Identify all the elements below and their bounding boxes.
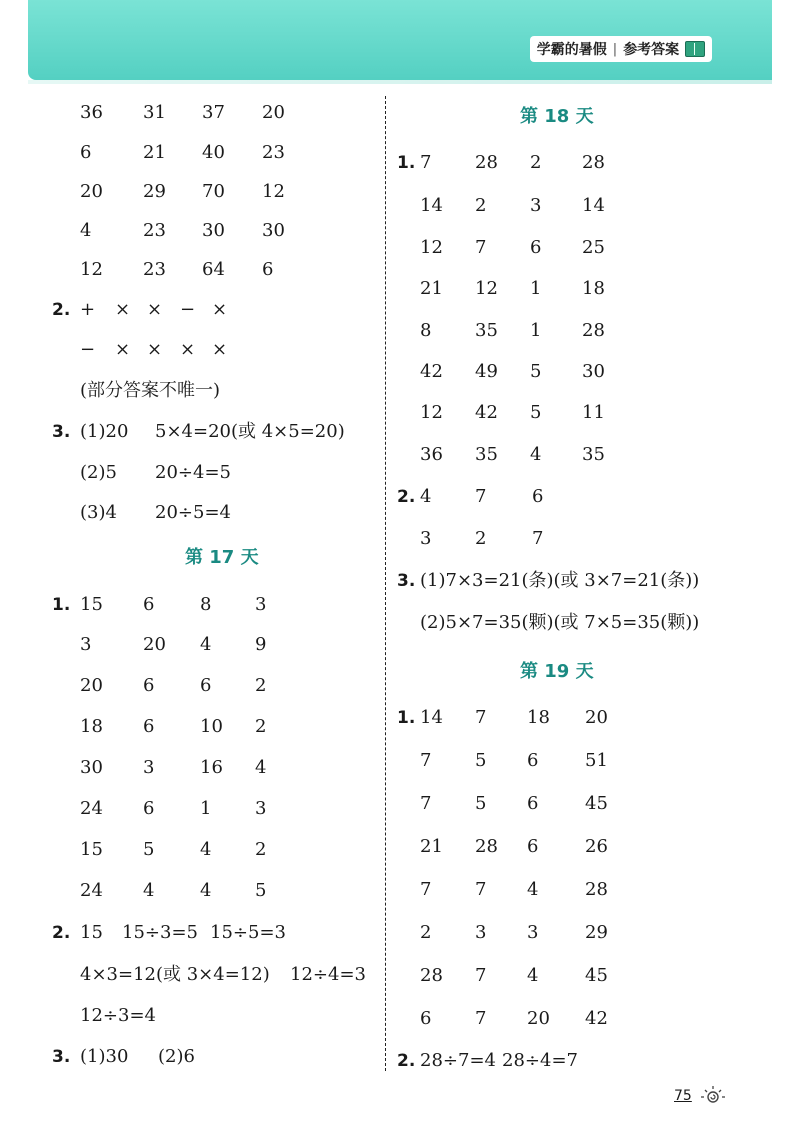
header-band-edge <box>28 80 772 84</box>
answer-cell: 51 <box>585 750 608 771</box>
answer-cell: 6 <box>530 237 542 258</box>
answer-cell: − <box>80 339 96 360</box>
answer-cell: 1 <box>530 278 542 299</box>
answer-cell: 42 <box>420 361 443 382</box>
answer-cell: 6 <box>143 675 155 696</box>
header-label <box>530 36 712 62</box>
answer-cell: 4 <box>200 634 212 655</box>
answer-cell: 4 <box>200 839 212 860</box>
answer-cell: 6 <box>80 142 92 163</box>
question-number: 3. <box>52 422 71 442</box>
answer-cell: 26 <box>585 836 608 857</box>
answer-cell: − <box>180 299 196 320</box>
answer-cell: 20 <box>527 1008 550 1029</box>
answer-cell: 4 <box>420 486 432 507</box>
answer-cell: 9 <box>255 634 267 655</box>
answer-cell: 28 <box>475 836 498 857</box>
answer-cell: 20 <box>262 102 285 123</box>
answer-cell: 5 <box>255 880 267 901</box>
answer-cell: 28 <box>585 879 608 900</box>
answer-cell: 30 <box>80 757 103 778</box>
answer-cell: 12 <box>420 237 443 258</box>
answer-cell: 21 <box>420 278 443 299</box>
answer-cell: 3 <box>143 757 155 778</box>
answer-cell: 4 <box>255 757 267 778</box>
answer-cell: 45 <box>585 793 608 814</box>
answer-cell: × <box>212 339 228 360</box>
answer-cell: 1 <box>200 798 212 819</box>
answer-cell: 35 <box>475 444 498 465</box>
book-icon <box>685 41 705 57</box>
question-number: 2. <box>52 300 71 320</box>
answer-cell: (1)20 <box>80 421 129 442</box>
answer-cell: 7 <box>475 707 487 728</box>
answer-cell: 28 <box>582 152 605 173</box>
answer-cell: 15 <box>80 839 103 860</box>
answer-cell: 7 <box>475 879 487 900</box>
answer-cell: 2 <box>255 716 267 737</box>
answer-cell: × <box>212 299 228 320</box>
answer-cell: (2)6 <box>158 1046 195 1067</box>
answer-cell: 15 <box>80 922 103 943</box>
answer-cell: 11 <box>582 402 605 423</box>
answer-cell: 70 <box>202 181 225 202</box>
answer-cell: 40 <box>202 142 225 163</box>
section-label: 参考答案 <box>623 42 680 58</box>
answer-cell: 3 <box>420 528 432 549</box>
answer-cell: 7 <box>475 965 487 986</box>
answer-cell: 2 <box>420 922 432 943</box>
answer-cell: × <box>147 339 163 360</box>
answer-cell: 6 <box>532 486 544 507</box>
answer-cell: 8 <box>200 594 212 615</box>
answer-cell: 20 <box>143 634 166 655</box>
question-number: 1. <box>397 708 416 728</box>
answer-cell: 12 <box>80 259 103 280</box>
answer-cell: 18 <box>80 716 103 737</box>
page-number: 75 <box>674 1088 692 1104</box>
answer-cell: 6 <box>262 259 274 280</box>
answer-cell: 12÷3=4 <box>80 1005 156 1026</box>
answer-cell: 42 <box>475 402 498 423</box>
answer-cell: 7 <box>420 793 432 814</box>
answer-cell: 28 <box>420 965 443 986</box>
answer-cell: 16 <box>200 757 223 778</box>
answer-cell: 8 <box>420 320 432 341</box>
answer-cell: 6 <box>527 750 539 771</box>
answer-cell: 15÷3=5 <box>122 922 198 943</box>
answer-cell: (1)30 <box>80 1046 129 1067</box>
answer-cell: 29 <box>585 922 608 943</box>
answer-cell: 23 <box>143 259 166 280</box>
answer-cell: 36 <box>80 102 103 123</box>
answer-cell: 25 <box>582 237 605 258</box>
answer-cell: 5 <box>475 750 487 771</box>
answer-cell: 4×3=12(或 3×4=12) <box>80 964 270 985</box>
day-18-title: 第 18 天 <box>520 106 594 127</box>
question-number: 3. <box>397 571 416 591</box>
answer-cell: 4 <box>200 880 212 901</box>
answer-cell: 20 <box>585 707 608 728</box>
answer-cell: 15 <box>80 594 103 615</box>
answer-cell: 12÷4=3 <box>290 964 366 985</box>
answer-cell: 23 <box>143 220 166 241</box>
answer-cell: 3 <box>475 922 487 943</box>
answer-cell: 18 <box>582 278 605 299</box>
note-text: (部分答案不唯一) <box>80 380 221 401</box>
answer-cell: 30 <box>262 220 285 241</box>
answer-cell: 5 <box>475 793 487 814</box>
answer-cell: 36 <box>420 444 443 465</box>
answer-cell: 2 <box>475 528 487 549</box>
answer-cell: 64 <box>202 259 225 280</box>
answer-cell: 4 <box>527 965 539 986</box>
answer-cell: 7 <box>420 750 432 771</box>
answer-cell: 6 <box>200 675 212 696</box>
answer-cell: 35 <box>582 444 605 465</box>
answer-cell: 5×4=20(或 4×5=20) <box>155 421 345 442</box>
answer-cell: 21 <box>143 142 166 163</box>
answer-cell: 3 <box>530 195 542 216</box>
answer-cell: 21 <box>420 836 443 857</box>
question-number: 2. <box>397 487 416 507</box>
answer-cell: 24 <box>80 798 103 819</box>
answer-cell: 29 <box>143 181 166 202</box>
answer-cell: 28÷7=4 <box>420 1050 496 1071</box>
answer-cell: 3 <box>80 634 92 655</box>
answer-cell: 15÷5=3 <box>210 922 286 943</box>
answer-cell: 6 <box>420 1008 432 1029</box>
answer-cell: 7 <box>475 237 487 258</box>
series-title: 学霸的暑假 <box>536 42 607 58</box>
answer-cell: 6 <box>143 594 155 615</box>
answer-cell: 14 <box>420 707 443 728</box>
header-separator: | <box>612 41 618 57</box>
answer-cell: 24 <box>80 880 103 901</box>
answer-cell: (1)7×3=21(条)(或 3×7=21(条)) <box>420 570 700 591</box>
answer-cell: 12 <box>475 278 498 299</box>
answer-cell: 4 <box>530 444 542 465</box>
answer-cell: 7 <box>475 1008 487 1029</box>
answer-cell: 28÷4=7 <box>502 1050 578 1071</box>
answer-cell: 10 <box>200 716 223 737</box>
answer-cell: 2 <box>530 152 542 173</box>
answer-cell: (2)5×7=35(颗)(或 7×5=35(颗)) <box>420 612 700 633</box>
answer-cell: 3 <box>255 594 267 615</box>
answer-cell: (2)5 <box>80 462 117 483</box>
answer-cell: 3 <box>527 922 539 943</box>
answer-cell: 12 <box>420 402 443 423</box>
answer-cell: 18 <box>527 707 550 728</box>
answer-cell: 6 <box>143 798 155 819</box>
answer-cell: 6 <box>527 836 539 857</box>
answer-cell: 2 <box>255 675 267 696</box>
question-number: 2. <box>397 1051 416 1071</box>
answer-cell: × <box>115 339 131 360</box>
answer-cell: 7 <box>532 528 544 549</box>
question-number: 1. <box>397 153 416 173</box>
answer-cell: 20÷5=4 <box>155 502 231 523</box>
answer-cell: 20÷4=5 <box>155 462 231 483</box>
question-number: 2. <box>52 923 71 943</box>
answer-cell: 5 <box>530 361 542 382</box>
answer-cell: 6 <box>143 716 155 737</box>
answer-cell: 14 <box>582 195 605 216</box>
answer-cell: 7 <box>475 486 487 507</box>
answer-cell: 4 <box>143 880 155 901</box>
answer-cell: 30 <box>202 220 225 241</box>
day-17-title: 第 17 天 <box>185 547 259 568</box>
answer-cell: 23 <box>262 142 285 163</box>
answer-cell: 37 <box>202 102 225 123</box>
answer-cell: 45 <box>585 965 608 986</box>
answer-cell: 6 <box>527 793 539 814</box>
day-19-title: 第 19 天 <box>520 661 594 682</box>
answer-cell: × <box>147 299 163 320</box>
answer-cell: 14 <box>420 195 443 216</box>
answer-cell: 7 <box>420 152 432 173</box>
answer-cell: 2 <box>475 195 487 216</box>
answer-cell: 28 <box>582 320 605 341</box>
answer-cell: 30 <box>582 361 605 382</box>
sun-swirl-icon <box>700 1082 728 1108</box>
answer-cell: 35 <box>475 320 498 341</box>
question-number: 3. <box>52 1047 71 1067</box>
answer-cell: 20 <box>80 181 103 202</box>
answer-cell: 7 <box>420 879 432 900</box>
answer-cell: (3)4 <box>80 502 117 523</box>
answer-cell: 31 <box>143 102 166 123</box>
answer-cell: 42 <box>585 1008 608 1029</box>
answer-cell: 20 <box>80 675 103 696</box>
answer-cell: 12 <box>262 181 285 202</box>
answer-cell: 1 <box>530 320 542 341</box>
answer-cell: 5 <box>530 402 542 423</box>
answer-cell: × <box>180 339 196 360</box>
answer-cell: 4 <box>80 220 92 241</box>
answer-cell: 2 <box>255 839 267 860</box>
column-divider <box>385 96 386 1071</box>
answer-cell: + <box>80 299 96 320</box>
answer-cell: 49 <box>475 361 498 382</box>
answer-cell: 5 <box>143 839 155 860</box>
question-number: 1. <box>52 595 71 615</box>
answer-cell: 28 <box>475 152 498 173</box>
answer-cell: 3 <box>255 798 267 819</box>
answer-cell: × <box>115 299 131 320</box>
answer-cell: 4 <box>527 879 539 900</box>
